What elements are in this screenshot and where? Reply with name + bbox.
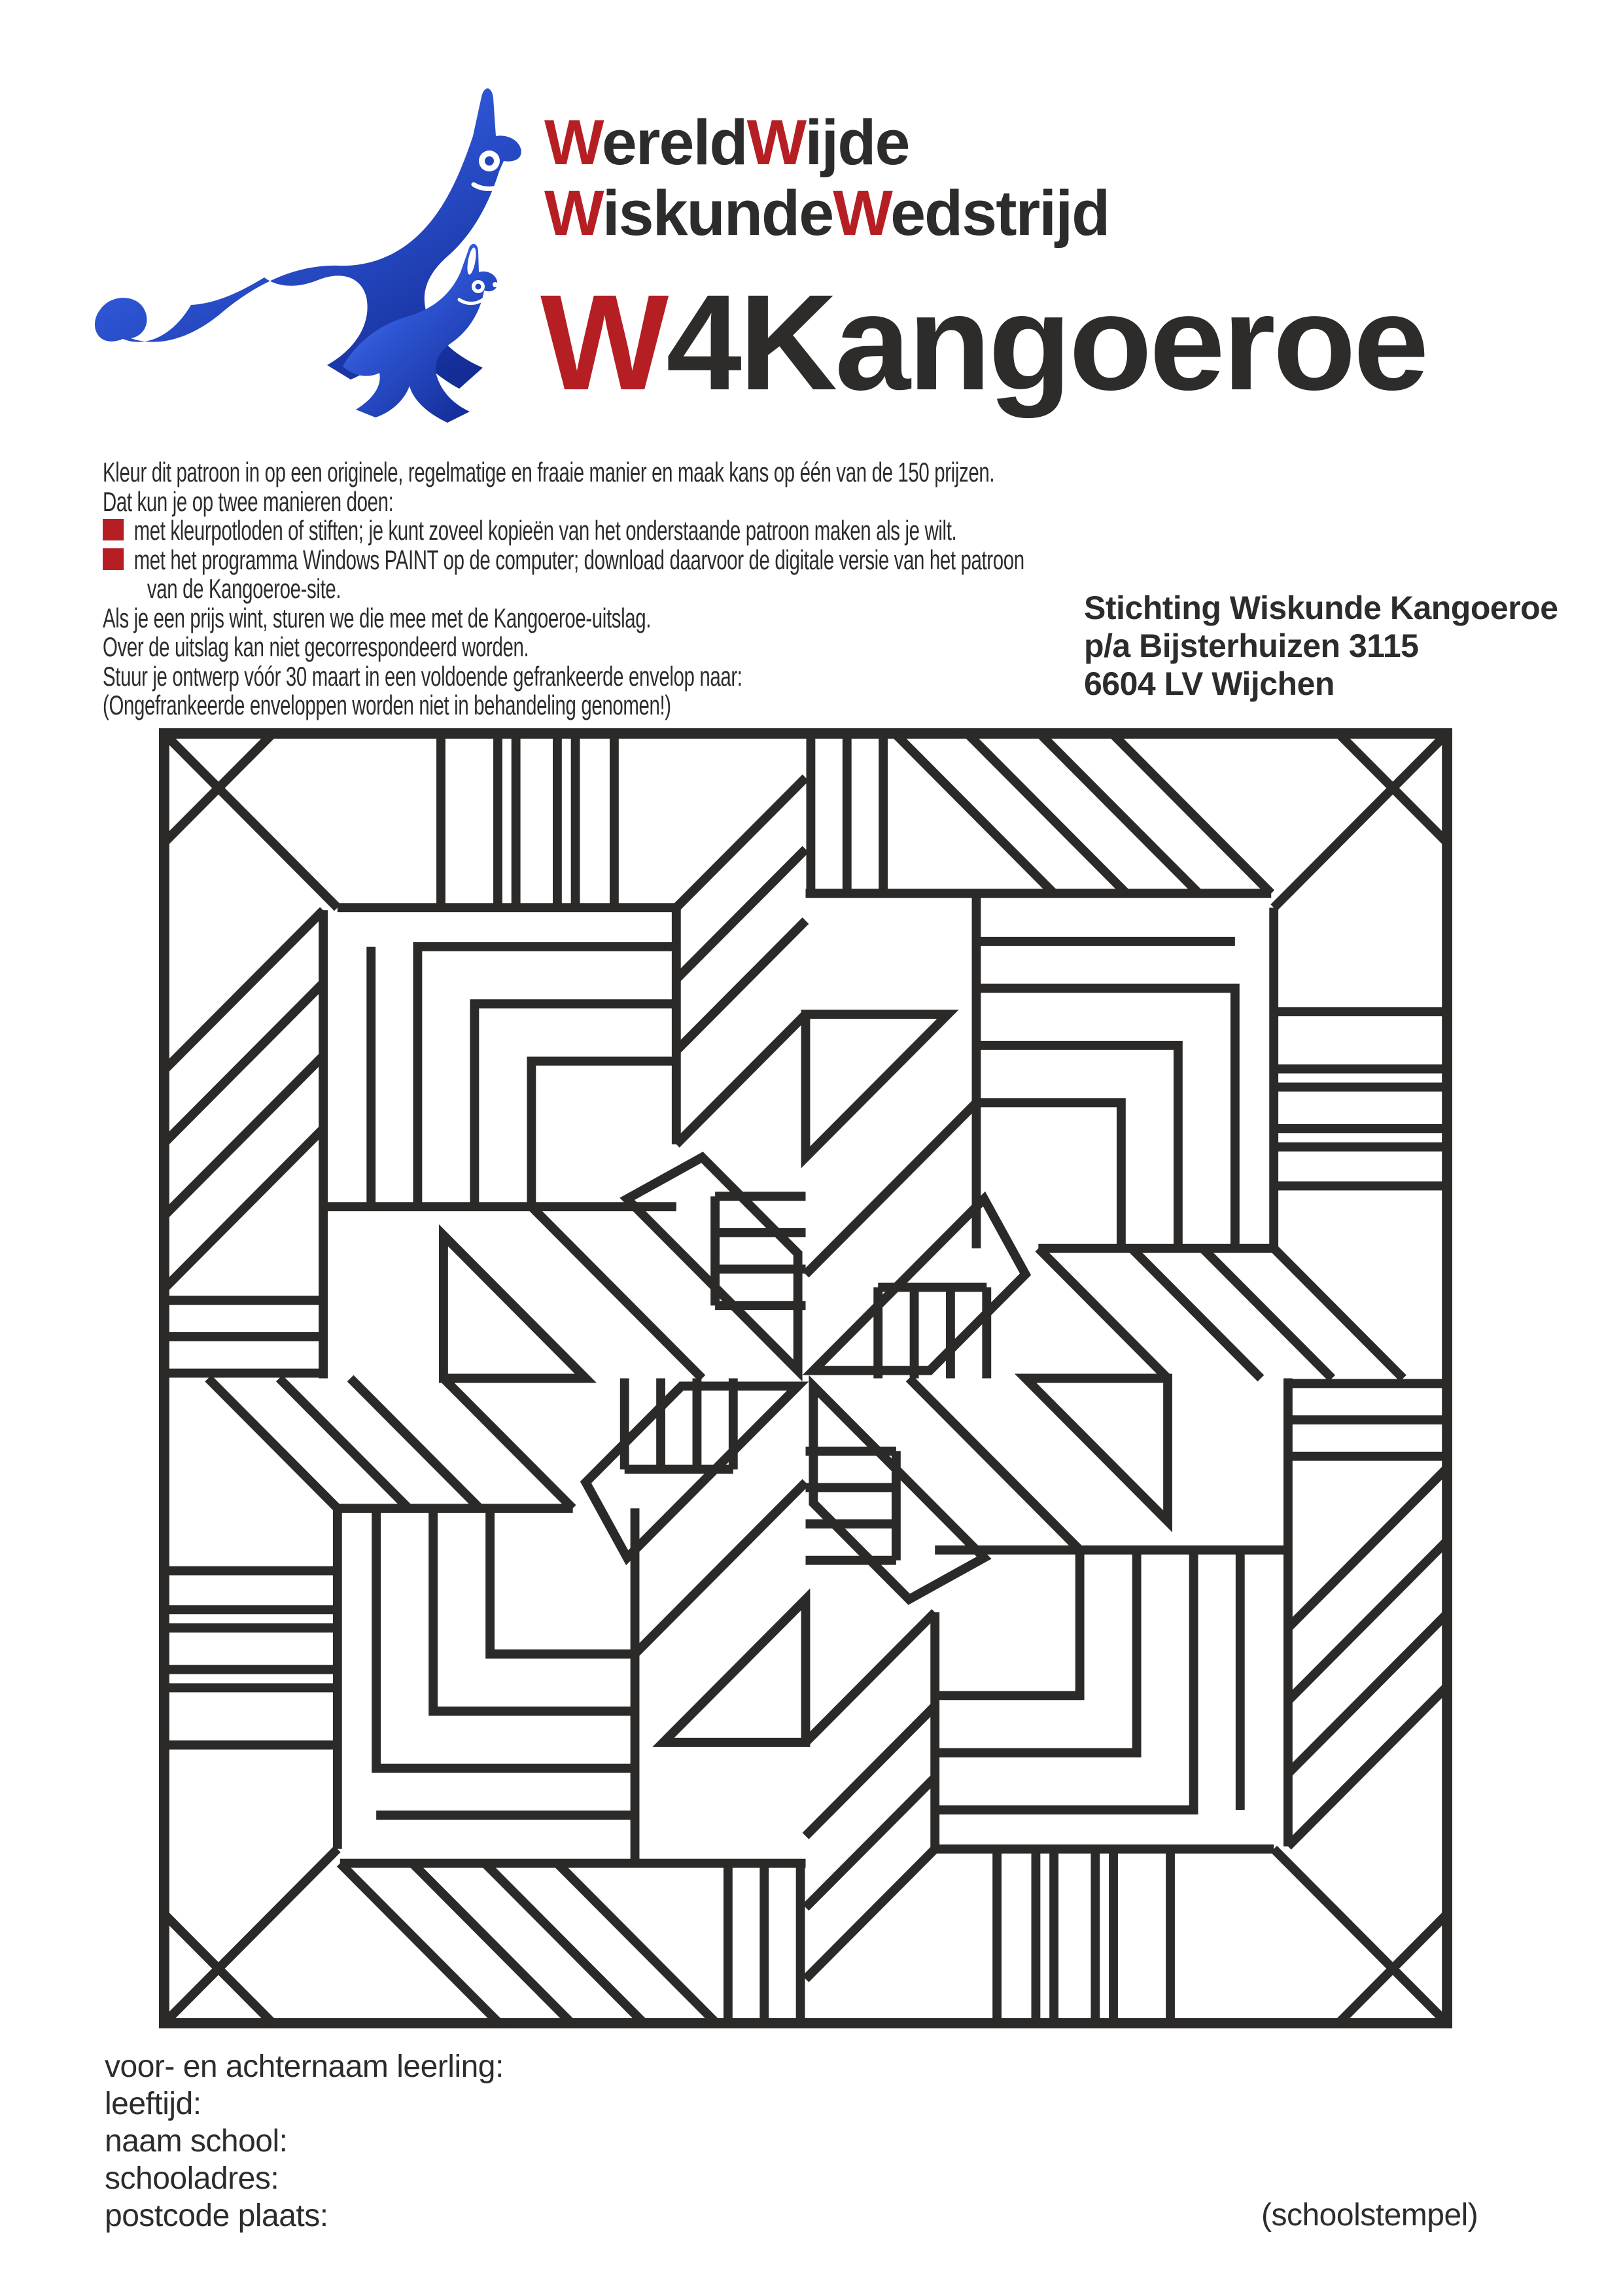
bullet-text: met het programma Windows PAINT op de computer; download daarvoor de digitale versie van het patroon: [133, 544, 1024, 575]
intro-line: Over de uitslag kan niet gecorrespondeerd worden.: [103, 631, 529, 662]
mother-nose-dot: [514, 162, 521, 169]
brand-red-w: W: [544, 107, 602, 178]
brand-red-w: W: [833, 177, 891, 249]
bullet-text: met kleurpotloden of stiften; je kunt zoveel kopieën van het onderstaande patroon maken als je wilt.: [133, 515, 957, 546]
form-label-postcode: postcode plaats:: [105, 2199, 328, 2233]
joey-nose-dot: [493, 282, 498, 287]
form-label-age: leeftijd:: [105, 2087, 201, 2121]
intro-bullet-line: [103, 546, 1024, 575]
intro-line: Dat kun je op twee manieren doen:: [103, 486, 394, 517]
page-title: [540, 267, 1427, 419]
address-line-1: Stichting Wiskunde Kangoeroe: [1084, 590, 1558, 626]
red-square-bullet-icon: [103, 548, 124, 570]
brand-line-2: [544, 178, 1109, 249]
intro-line: Kleur dit patroon in op een originele, regelmatige en fraaie manier en maak kans op één van de 150 prijzen.: [103, 457, 995, 487]
brand-text: edstrijd: [890, 177, 1109, 249]
mother-eye-inner: [485, 156, 494, 166]
brand-text: ijde: [805, 107, 909, 178]
form-label-school: naam school:: [105, 2124, 288, 2159]
intro-line: Als je een prijs wint, sturen we die mee met de Kangoeroe-uitslag.: [103, 602, 652, 633]
mother-kangaroo-shape: [95, 88, 521, 389]
entry-form-labels: [105, 2048, 504, 2234]
brand-red-w: W: [544, 177, 602, 249]
form-label-name: voor- en achternaam leerling:: [105, 2049, 504, 2084]
address-line-2: p/a Bijsterhuizen 3115: [1084, 627, 1419, 664]
intro-line-continuation: van de Kangoeroe-site.: [147, 573, 341, 604]
red-square-bullet-icon: [103, 519, 124, 540]
joey-eye-inner: [476, 284, 481, 290]
school-stamp-label: (schoolstempel): [1261, 2198, 1478, 2233]
brand-line-1: [544, 107, 1109, 178]
brand-text: iskunde: [602, 177, 833, 249]
brand-red-w: W: [746, 107, 805, 178]
title-text: 4Kangoeroe: [666, 267, 1427, 419]
brand-lines: [544, 107, 1109, 249]
address-line-3: 6604 LV Wijchen: [1084, 665, 1335, 702]
intro-text: [103, 458, 1024, 720]
address-block: [1084, 589, 1558, 703]
intro-bullet-line: [103, 516, 1024, 546]
intro-line: Stuur je ontwerp vóór 30 maart in een voldoende gefrankeerde envelop naar:: [103, 660, 742, 692]
coloring-pattern-svg: [159, 728, 1452, 2028]
kangaroo-logo-icon: [77, 52, 529, 432]
coloring-pattern: [159, 728, 1452, 2028]
intro-line: (Ongefrankeerde enveloppen worden niet in behandeling genomen!): [103, 690, 671, 720]
brand-text: ereld: [601, 107, 747, 178]
title-red-w: W: [540, 267, 667, 419]
form-label-school-address: schooladres:: [105, 2161, 279, 2196]
